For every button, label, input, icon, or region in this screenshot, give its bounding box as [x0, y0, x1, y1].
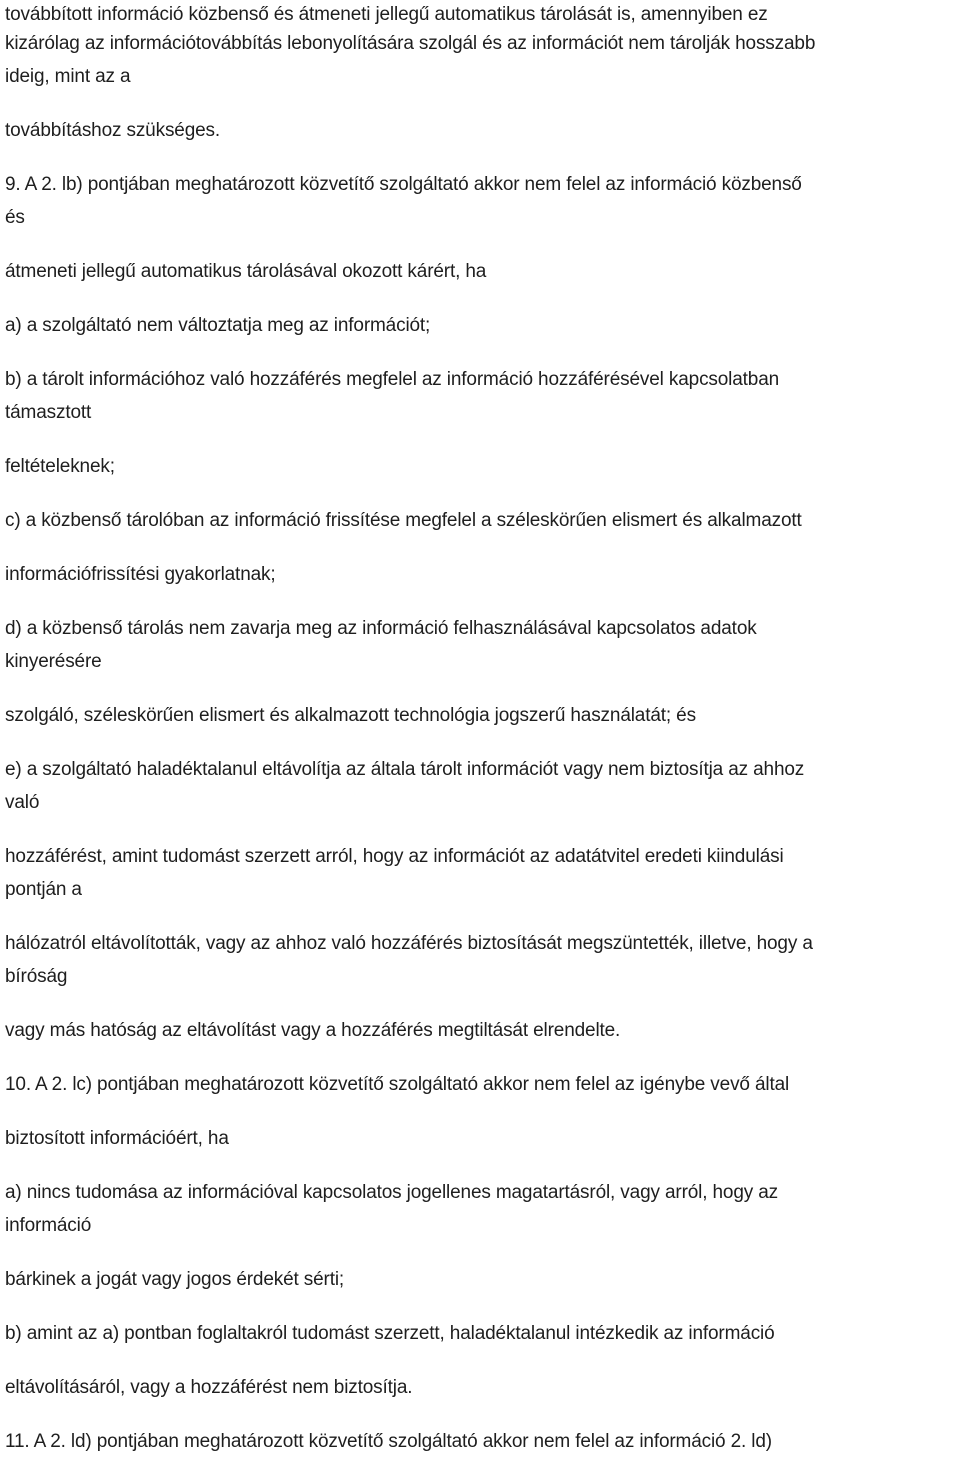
text-line: információfrissítési gyakorlatnak;	[5, 564, 276, 585]
text-line: e) a szolgáltató haladéktalanul eltávolítja az általa tárolt információt vagy nem biztosítja az ahhoz	[5, 759, 805, 780]
text-line: bárkinek a jogát vagy jogos érdekét sérti;	[5, 1269, 345, 1290]
text-line: hálózatról eltávolították, vagy az ahhoz való hozzáférés biztosítását megszüntették, illetve, hogy a	[5, 933, 813, 954]
text-line: kinyerésére	[5, 651, 102, 672]
text-line: való	[5, 792, 40, 813]
text-line: szolgáló, széleskörűen elismert és alkalmazott technológia jogszerű használatát; és	[5, 705, 696, 726]
text-line: továbbított információ közbenső és átmeneti jellegű automatikus tárolását is, amennyiben ez	[5, 4, 768, 25]
text-line: információ	[5, 1215, 92, 1236]
text-line: pontján a	[5, 879, 82, 900]
text-line: a) a szolgáltató nem változtatja meg az információt;	[5, 315, 431, 336]
text-line: támasztott	[5, 402, 92, 423]
text-line: c) a közbenső tárolóban az információ frissítése megfelel a széleskörűen elismert és alkalmazott	[5, 510, 802, 531]
text-line: b) amint az a) pontban foglaltakról tudomást szerzett, haladéktalanul intézkedik az információ	[5, 1323, 775, 1344]
text-line: eltávolításáról, vagy a hozzáférést nem biztosítja.	[5, 1377, 413, 1398]
text-line: vagy más hatóság az eltávolítást vagy a hozzáférés megtiltását elrendelte.	[5, 1020, 621, 1041]
text-line: b) a tárolt információhoz való hozzáférés megfelel az információ hozzáférésével kapcsolatban	[5, 369, 780, 390]
text-line: biztosított információért, ha	[5, 1128, 229, 1149]
text-line: továbbításhoz szükséges.	[5, 120, 221, 141]
text-line: bíróság	[5, 966, 68, 987]
text-line: hozzáférést, amint tudomást szerzett arról, hogy az információt az adatátvitel eredeti kiindulási	[5, 846, 784, 867]
text-line: 11. A 2. ld) pontjában meghatározott közvetítő szolgáltató akkor nem felel az információ 2. ld)	[5, 1431, 772, 1452]
text-line: 10. A 2. lc) pontjában meghatározott közvetítő szolgáltató akkor nem felel az igénybe vevő által	[5, 1074, 790, 1095]
text-line: és	[5, 207, 25, 228]
text-line: kizárólag az információtovábbítás lebonyolítására szolgál és az információt nem tárolják hosszabb	[5, 33, 816, 54]
text-line: d) a közbenső tárolás nem zavarja meg az információ felhasználásával kapcsolatos adatok	[5, 618, 757, 639]
text-line: feltételeknek;	[5, 456, 115, 477]
text-line: ideig, mint az a	[5, 66, 131, 87]
text-line: átmeneti jellegű automatikus tárolásával okozott kárért, ha	[5, 261, 487, 282]
text-line: a) nincs tudomása az információval kapcsolatos jogellenes magatartásról, vagy arról, hogy az	[5, 1182, 778, 1203]
text-line: 9. A 2. lb) pontjában meghatározott közvetítő szolgáltató akkor nem felel az információ közbenső	[5, 174, 802, 195]
